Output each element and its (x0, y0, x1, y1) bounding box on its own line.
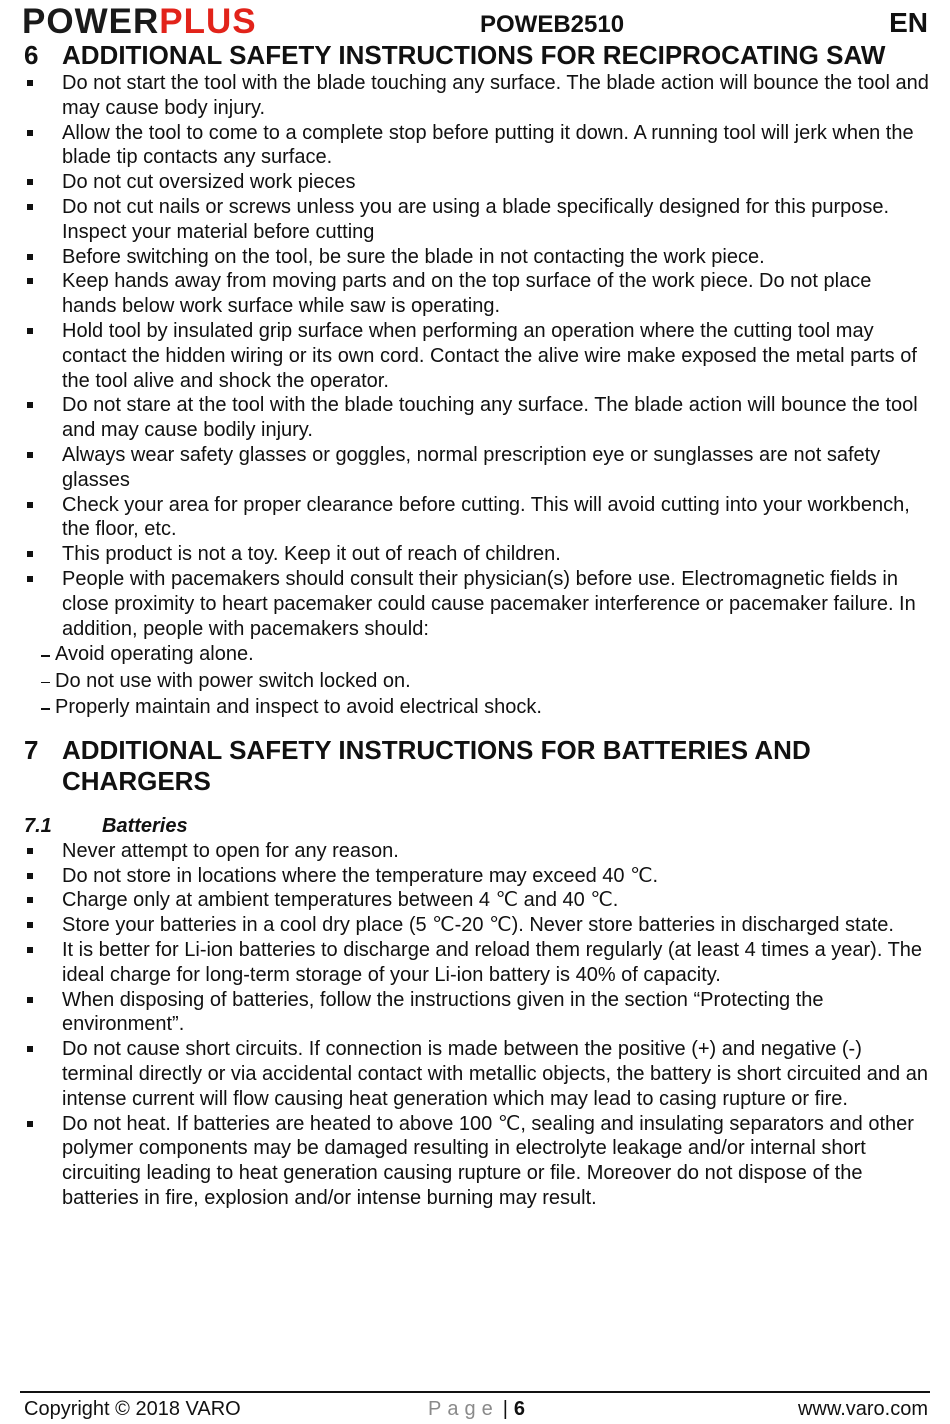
list-item-text: Keep hands away from moving parts and on the top surface of the work piece. Do not place hands below work surface while saw is operating. (62, 270, 872, 318)
page-footer (0, 1396, 950, 1424)
section-7-heading (0, 735, 950, 797)
bullet-icon (27, 848, 33, 854)
page-separator: | (502, 1398, 508, 1420)
bullet-icon (27, 204, 33, 210)
list-item-text: Before switching on the tool, be sure the blade in not contacting the work piece. (62, 245, 765, 268)
section-number: 7 (24, 734, 39, 765)
list-item-text: It is better for Li-ion batteries to discharge and reload them regularly (at least 4 times a year). The ideal charge for long-term storage of your Li-ion battery is 40% of capacity. (62, 939, 923, 986)
list-item-text: Do not cut oversized work pieces (62, 171, 356, 194)
brand-logo (22, 2, 257, 42)
list-item (0, 567, 950, 641)
subsection-heading (0, 813, 950, 839)
list-item-text: Charge only at ambient temperatures between 4 ℃ and 40 ℃. (62, 889, 619, 912)
bullet-icon (27, 402, 33, 408)
footer-divider (20, 1391, 930, 1393)
list-item-text: Allow the tool to come to a complete stop before putting it down. A running tool will jerk when the blade tip contacts any surface. (62, 121, 914, 169)
language-code: EN (889, 7, 928, 38)
bullet-icon (27, 897, 33, 903)
dash-icon (41, 708, 50, 710)
bullet-icon (27, 80, 33, 86)
bullet-icon (27, 551, 33, 557)
section-title: ADDITIONAL SAFETY INSTRUCTIONS FOR RECIPROCATING SAW (62, 40, 886, 70)
list-item (0, 938, 950, 988)
list-item-text: Never attempt to open for any reason. (62, 839, 399, 862)
section-6-list (0, 71, 950, 641)
list-item (0, 864, 950, 889)
list-item (0, 443, 950, 493)
batteries-list (0, 839, 950, 1211)
section-title: ADDITIONAL SAFETY INSTRUCTIONS FOR BATTERIES AND CHARGERS (62, 734, 811, 796)
bullet-icon (27, 873, 33, 879)
list-item-text: Do not start the tool with the blade touching any surface. The blade action will bounce the tool and may cause body injury. (62, 72, 929, 119)
bullet-icon (27, 947, 33, 953)
bullet-icon (27, 997, 33, 1003)
sublist-item-text: Avoid operating alone. (55, 643, 254, 666)
dash-icon (41, 682, 50, 684)
page-indicator (428, 1396, 525, 1422)
list-item (0, 121, 950, 171)
subsection-number: 7.1 (24, 814, 52, 837)
sublist-item-text: Do not use with power switch locked on. (55, 669, 411, 692)
page-label: Page (428, 1398, 499, 1420)
list-item-text: Do not store in locations where the temperature may exceed 40 ℃. (62, 864, 659, 887)
bullet-icon (27, 278, 33, 284)
list-item (0, 913, 950, 938)
list-item-text: Hold tool by insulated grip surface when performing an operation where the cutting tool may contact the hidden wiring or its own cord. Contact the alive wire make exposed the metal parts of the tool alive and shock the operator. (62, 319, 917, 392)
logo-text-power: POWER (22, 2, 160, 41)
list-item (0, 71, 950, 121)
list-item-text: When disposing of batteries, follow the instructions given in the section “Protecting the environment”. (62, 988, 824, 1036)
model-number: POWEB2510 (480, 11, 625, 38)
section-number: 6 (24, 40, 39, 70)
bullet-icon (27, 1046, 33, 1052)
sublist-item (0, 641, 950, 668)
document-body (0, 40, 950, 1211)
bullet-icon (27, 502, 33, 508)
list-item (0, 1037, 950, 1111)
bullet-icon (27, 130, 33, 136)
list-item (0, 988, 950, 1038)
list-item (0, 195, 950, 245)
list-item-text: Always wear safety glasses or goggles, normal prescription eye or sunglasses are not safety glasses (62, 443, 881, 491)
page-number: 6 (513, 1398, 526, 1420)
list-item-text: Do not heat. If batteries are heated to above 100 ℃, sealing and insulating separators and other polymer components may be damaged resulting in electrolyte leakage and/or internal short circuiting leading to heat generation causing rupture or file. Moreover do not dispose of the batteries in fire, explosion and/or intense burning may result. (62, 1112, 914, 1209)
list-item (0, 888, 950, 913)
pacemaker-sublist (0, 641, 950, 721)
bullet-icon (27, 328, 33, 334)
bullet-icon (27, 452, 33, 458)
list-item (0, 319, 950, 393)
page-header (0, 0, 950, 44)
list-item-text: Do not cause short circuits. If connection is made between the positive (+) and negative (-) terminal directly or via accidental contact with metallic objects, the battery is short circuited and an intense current will flow causing heat generation which may lead to casing rupture or fire. (62, 1038, 928, 1110)
section-6-heading (0, 40, 950, 71)
list-item-text: This product is not a toy. Keep it out of reach of children. (62, 543, 561, 566)
list-item-text: Check your area for proper clearance before cutting. This will avoid cutting into your workbench, the floor, etc. (62, 493, 910, 541)
bullet-icon (27, 1121, 33, 1127)
list-item-text: Do not stare at the tool with the blade touching any surface. The blade action will bounce the tool and may cause bodily injury. (62, 394, 918, 442)
bullet-icon (27, 576, 33, 582)
list-item (0, 542, 950, 567)
logo-text-plus: PLUS (159, 2, 257, 41)
list-item (0, 170, 950, 195)
dash-icon (41, 655, 50, 657)
copyright-text: Copyright © 2018 VARO (24, 1398, 241, 1420)
list-item (0, 245, 950, 270)
subsection-title: Batteries (102, 814, 188, 837)
sublist-item (0, 694, 950, 721)
bullet-icon (27, 179, 33, 185)
list-item (0, 269, 950, 319)
bullet-icon (27, 922, 33, 928)
sublist-item-text: Properly maintain and inspect to avoid electrical shock. (55, 696, 542, 719)
list-item (0, 393, 950, 443)
website-link[interactable]: www.varo.com (797, 1398, 928, 1420)
list-item (0, 1112, 950, 1211)
list-item-text: Do not cut nails or screws unless you are using a blade specifically designed for this purpose. Inspect your material before cutting (62, 195, 890, 243)
list-item-text: Store your batteries in a cool dry place (5 ℃-20 ℃). Never store batteries in discharged state. (62, 914, 894, 937)
list-item-text: People with pacemakers should consult their physician(s) before use. Electromagnetic fields in close proximity to heart pacemaker could cause pacemaker interference or pacemaker failure. In addition, people with pacemakers should: (62, 567, 916, 640)
list-item (0, 493, 950, 543)
sublist-item (0, 668, 950, 695)
bullet-icon (27, 254, 33, 260)
list-item (0, 839, 950, 864)
